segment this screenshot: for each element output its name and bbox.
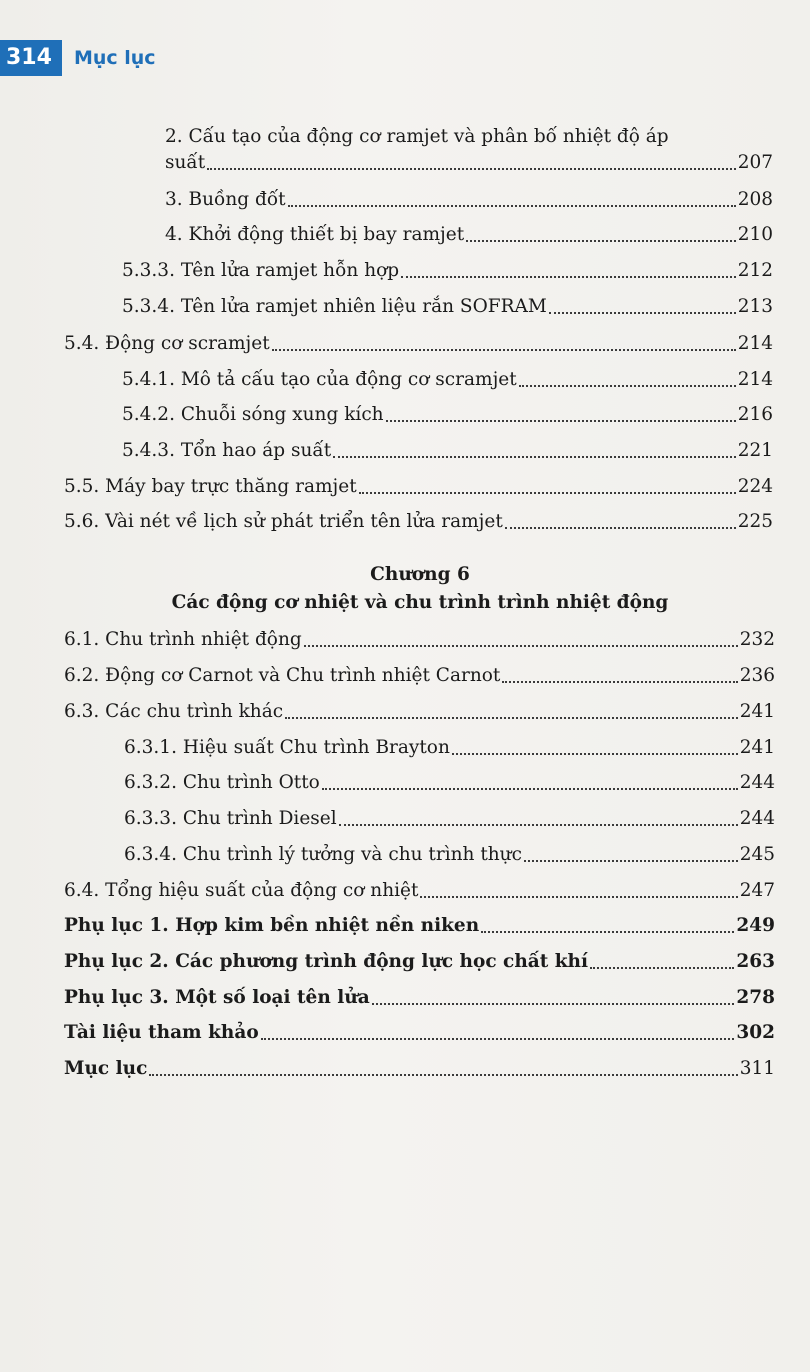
toc-entry-text: Mục lục	[64, 1058, 148, 1079]
toc-entry[interactable]	[122, 292, 773, 322]
toc-entry-page: 232	[739, 629, 775, 650]
leader-dots	[149, 1074, 737, 1076]
toc-entry-page: 225	[737, 511, 773, 532]
toc-entry-page: 247	[739, 880, 775, 901]
leader-dots	[590, 967, 734, 969]
leader-dots	[288, 205, 736, 207]
leader-dots	[481, 931, 734, 933]
toc-entry[interactable]	[64, 329, 773, 359]
toc-entry-page: 278	[736, 987, 775, 1008]
page-number-badge: 314	[0, 40, 62, 76]
toc-entry-text: 5.4.2. Chuỗi sóng xung kích	[122, 404, 384, 425]
leader-dots	[386, 420, 736, 422]
toc-entry-page: 244	[739, 772, 775, 793]
toc-entry[interactable]	[124, 804, 775, 834]
leader-dots	[272, 349, 736, 351]
toc-entry-appendix[interactable]	[64, 983, 775, 1013]
toc-entry[interactable]	[122, 436, 773, 466]
toc-entry-page: 221	[737, 440, 773, 461]
leader-dots	[401, 276, 736, 278]
toc-entry[interactable]	[165, 148, 773, 178]
toc-entry-page: 210	[737, 224, 773, 245]
toc-entry[interactable]	[64, 472, 773, 502]
toc-entry[interactable]	[124, 840, 775, 870]
toc-entry-page: 208	[737, 189, 773, 210]
toc-entry-text: 3. Buồng đốt	[165, 189, 286, 210]
toc-entry-contents[interactable]	[64, 1054, 775, 1084]
leader-dots	[549, 312, 736, 314]
toc-entry-text: 5.5. Máy bay trực thăng ramjet	[64, 476, 357, 497]
toc-entry-text: 5.3.3. Tên lửa ramjet hỗn hợp	[122, 260, 400, 281]
toc-entry-page: 207	[737, 152, 773, 173]
toc-entry-text: 5.3.4. Tên lửa ramjet nhiên liệu rắn SOFRAM	[122, 296, 547, 317]
toc-entry[interactable]	[122, 256, 773, 286]
toc-entry[interactable]	[64, 507, 773, 537]
leader-dots	[359, 492, 736, 494]
toc-entry-text: 4. Khởi động thiết bị bay ramjet	[165, 224, 465, 245]
chapter-title: Các động cơ nhiệt và chu trình trình nhiệt động	[171, 592, 669, 613]
toc-entry-text: 6.3.3. Chu trình Diesel	[124, 808, 337, 829]
toc-entry-text: 6.3.4. Chu trình lý tưởng và chu trình thực	[124, 844, 522, 865]
toc-entry-text: Phụ lục 3. Một số loại tên lửa	[64, 987, 370, 1008]
toc-entry-text: Phụ lục 1. Hợp kim bền nhiệt nền niken	[64, 915, 480, 936]
toc-entry-appendix[interactable]	[64, 911, 775, 941]
leader-dots	[207, 168, 736, 170]
toc-entry-text: 5.4.3. Tổn hao áp suất	[122, 440, 332, 461]
leader-dots	[519, 385, 736, 387]
toc-entry-line1: 2. Cấu tạo của động cơ ramjet và phân bố nhiệt độ áp	[165, 126, 669, 147]
toc-entry[interactable]	[64, 697, 775, 727]
toc-entry-text: 5.4. Động cơ scramjet	[64, 333, 270, 354]
toc-entry[interactable]	[122, 400, 773, 430]
toc-entry-text: 5.6. Vài nét về lịch sử phát triển tên lửa ramjet	[64, 511, 503, 532]
leader-dots	[285, 717, 738, 719]
toc-entry[interactable]	[124, 733, 775, 763]
toc-entry-page: 302	[736, 1022, 775, 1043]
toc-entry-text: Tài liệu tham khảo	[64, 1022, 259, 1043]
toc-entry-references[interactable]	[64, 1018, 775, 1048]
toc-entry[interactable]	[124, 768, 775, 798]
toc-entry-page: 216	[737, 404, 773, 425]
header-title: Mục lục	[73, 47, 156, 69]
toc-entry-text: Phụ lục 2. Các phương trình động lực học chất khí	[64, 951, 589, 972]
toc-entry[interactable]	[64, 625, 775, 655]
toc-entry-page: 212	[737, 260, 773, 281]
toc-entry-page: 241	[739, 701, 775, 722]
leader-dots	[322, 788, 738, 790]
running-header	[0, 40, 300, 76]
toc-entry-page: 213	[737, 296, 773, 317]
toc-entry-page: 263	[736, 951, 775, 972]
leader-dots	[452, 753, 738, 755]
leader-dots	[372, 1003, 735, 1005]
toc-entry-appendix[interactable]	[64, 947, 775, 977]
toc-entry-page: 236	[739, 665, 775, 686]
toc-entry-page: 245	[739, 844, 775, 865]
leader-dots	[505, 527, 736, 529]
toc-entry-text: 6.4. Tổng hiệu suất của động cơ nhiệt	[64, 880, 419, 901]
toc-entry-page: 311	[739, 1058, 775, 1079]
leader-dots	[502, 681, 737, 683]
toc-entry[interactable]	[165, 185, 773, 215]
toc-entry-page: 249	[736, 915, 775, 936]
toc-entry-text: 6.2. Động cơ Carnot và Chu trình nhiệt Carnot	[64, 665, 501, 686]
toc-entry[interactable]	[64, 661, 775, 691]
leader-dots	[339, 824, 738, 826]
toc-entry-text: 6.3.1. Hiệu suất Chu trình Brayton	[124, 737, 450, 758]
toc-entry-page: 244	[739, 808, 775, 829]
toc-entry-page: 214	[737, 369, 773, 390]
toc-entry[interactable]	[64, 876, 775, 906]
toc-entry-text: suất	[165, 152, 206, 173]
toc-entry-text: 6.3. Các chu trình khác	[64, 701, 284, 722]
toc-entry-text: 6.1. Chu trình nhiệt động	[64, 629, 302, 650]
leader-dots	[524, 860, 738, 862]
leader-dots	[333, 456, 736, 458]
leader-dots	[261, 1038, 735, 1040]
chapter-label: Chương 6	[370, 564, 470, 585]
leader-dots	[466, 240, 736, 242]
leader-dots	[304, 645, 738, 647]
leader-dots	[420, 896, 737, 898]
toc-entry-text: 5.4.1. Mô tả cấu tạo của động cơ scramjet	[122, 369, 517, 390]
toc-entry[interactable]	[165, 220, 773, 250]
toc-entry-text: 6.3.2. Chu trình Otto	[124, 772, 320, 793]
toc-entry-page: 241	[739, 737, 775, 758]
toc-entry-page: 224	[737, 476, 773, 497]
toc-entry-page: 214	[737, 333, 773, 354]
toc-entry[interactable]	[122, 365, 773, 395]
